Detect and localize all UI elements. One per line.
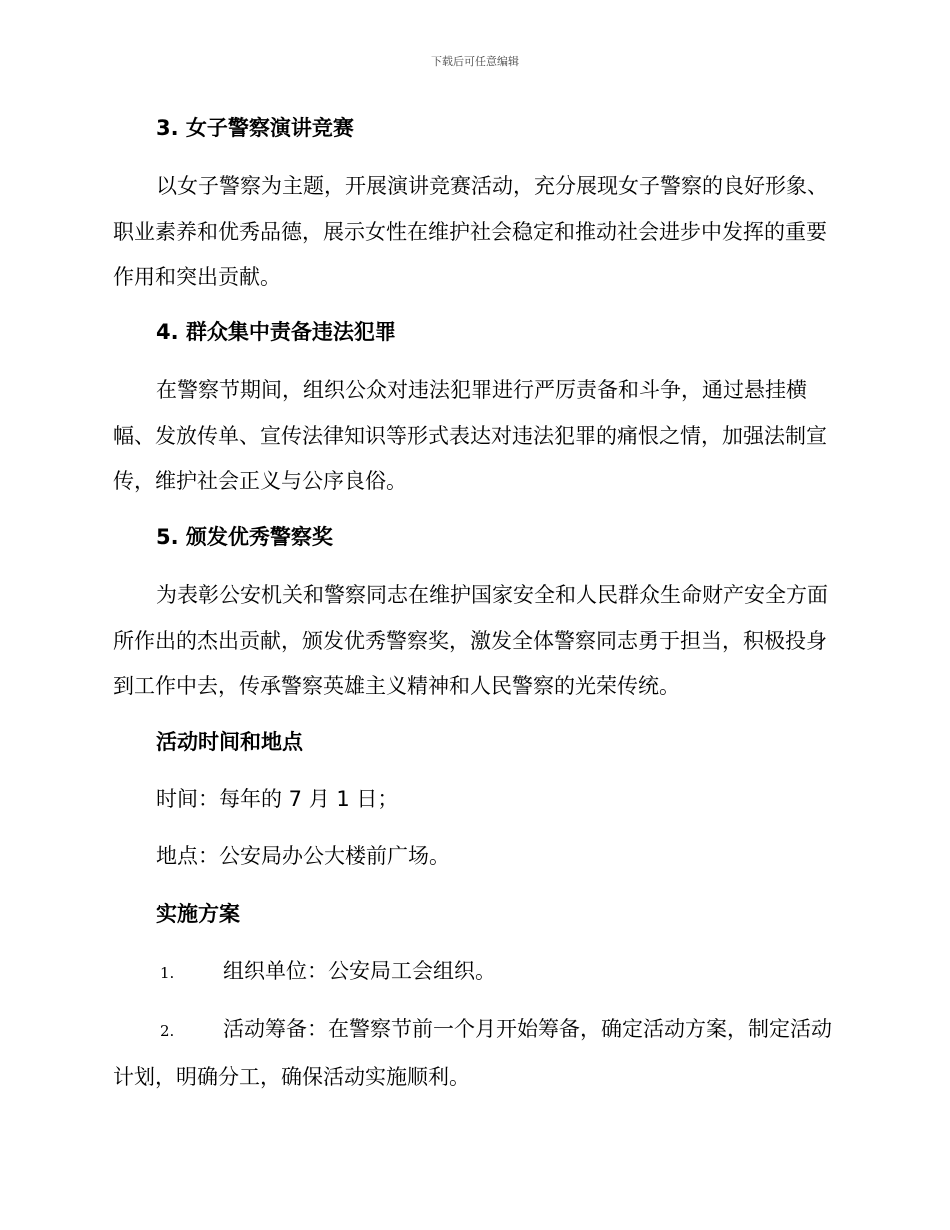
time-place-heading: 活动时间和地点 bbox=[156, 730, 303, 754]
plan-item-2 bbox=[113, 1007, 833, 1100]
plan-item-number: 2. bbox=[160, 1022, 175, 1040]
plan-item-number: 1. bbox=[160, 964, 175, 982]
plan-heading: 实施方案 bbox=[156, 902, 240, 926]
section-paragraph-5: 为表彰公安机关和警察同志在维护国家安全和人民群众生命财产安全方面所作出的杰出贡献，颁发优秀警察奖，激发全体警察同志勇于担当，积极投身到工作中去，传承警察英雄主义精神和人民警察的光荣传统。 bbox=[113, 583, 828, 698]
place-line: 地点：公安局办公大楼前广场。 bbox=[156, 844, 450, 868]
plan-item-text: 组织单位：公安局工会组织。 bbox=[223, 959, 496, 983]
section-heading-4: 4. 群众集中责备违法犯罪 bbox=[156, 320, 396, 344]
plan-item-1 bbox=[113, 949, 880, 997]
section-paragraph-3: 以女子警察为主题，开展演讲竞赛活动，充分展现女子警察的良好形象、职业素养和优秀品德，展示女性在维护社会稳定和推动社会进步中发挥的重要作用和突出贡献。 bbox=[113, 174, 828, 289]
page-header: 下载后可任意编辑 bbox=[431, 55, 519, 68]
section-heading-5: 5. 颁发优秀警察奖 bbox=[156, 525, 333, 549]
section-paragraph-4: 在警察节期间，组织公众对违法犯罪进行严厉责备和斗争，通过悬挂横幅、发放传单、宣传法律知识等形式表达对违法犯罪的痛恨之情，加强法制宣传，维护社会正义与公序良俗。 bbox=[113, 378, 827, 493]
section-heading-3: 3. 女子警察演讲竞赛 bbox=[156, 116, 354, 140]
time-line: 时间：每年的 7 月 1 日； bbox=[156, 787, 399, 811]
plan-item-text: 活动筹备：在警察节前一个月开始筹备，确定活动方案，制定活动计划，明确分工，确保活动实施顺利。 bbox=[113, 1017, 832, 1089]
